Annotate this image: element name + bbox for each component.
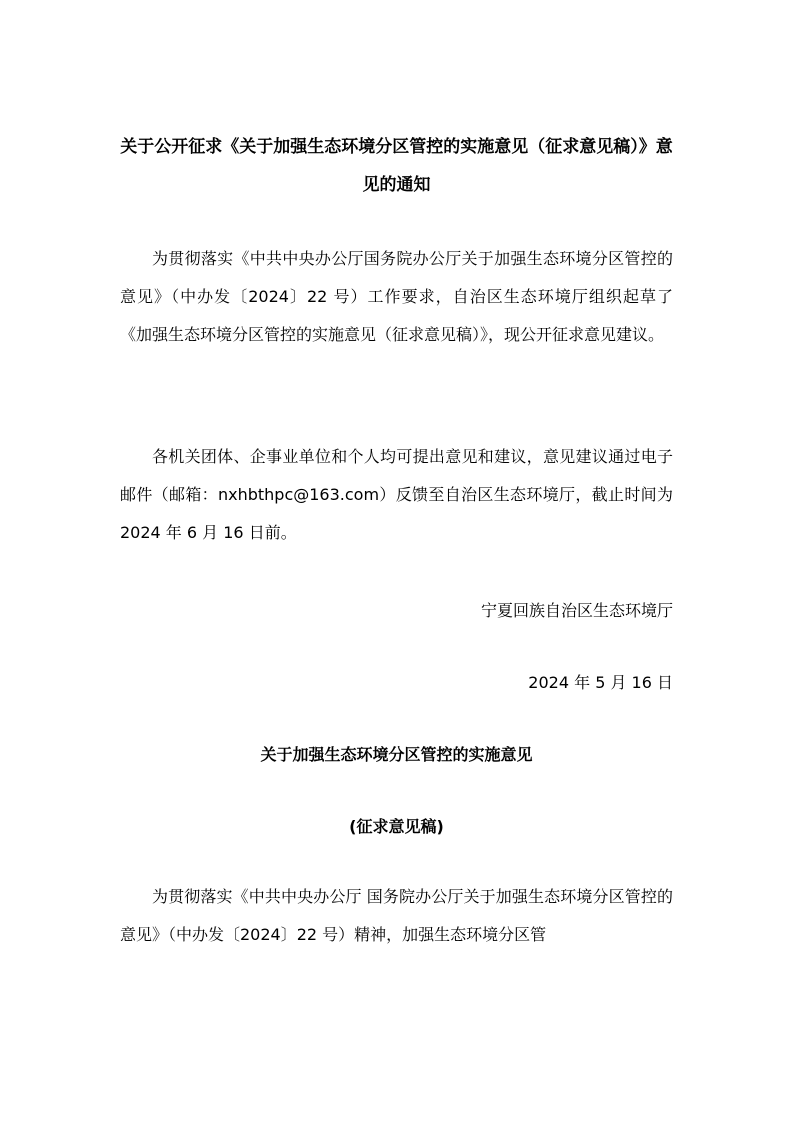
notice-title: 关于公开征求《关于加强生态环境分区管控的实施意见（征求意见稿）》意见的通知 bbox=[120, 137, 673, 195]
attachment-title: 关于加强生态环境分区管控的实施意见 bbox=[260, 745, 533, 764]
attachment-paragraph-1: 为贯彻落实《中共中央办公厅 国务院办公厅关于加强生态环境分区管控的意见》（中办发〔2024〕22 号）精神，加强生态环境分区管 bbox=[120, 887, 673, 944]
notice-paragraph-1: 为贯彻落实《中共中央办公厅国务院办公厅关于加强生态环境分区管控的意见》（中办发〔2024〕22 号）工作要求，自治区生态环境厅组织起草了《加强生态环境分区管控的实施意见（征求意见稿）》，现公开征求意见建议。 bbox=[120, 249, 673, 344]
notice-signature: 宁夏回族自治区生态环境厅 bbox=[480, 601, 673, 620]
attachment-subtitle: (征求意见稿) bbox=[349, 817, 444, 836]
notice-date: 2024 年 5 月 16 日 bbox=[528, 673, 673, 692]
notice-paragraph-2: 各机关团体、企事业单位和个人均可提出意见和建议，意见建议通过电子邮件（邮箱：nxhbthpc@163.com）反馈至自治区生态环境厅，截止时间为 2024 年 6 月 16 日前。 bbox=[120, 447, 673, 542]
